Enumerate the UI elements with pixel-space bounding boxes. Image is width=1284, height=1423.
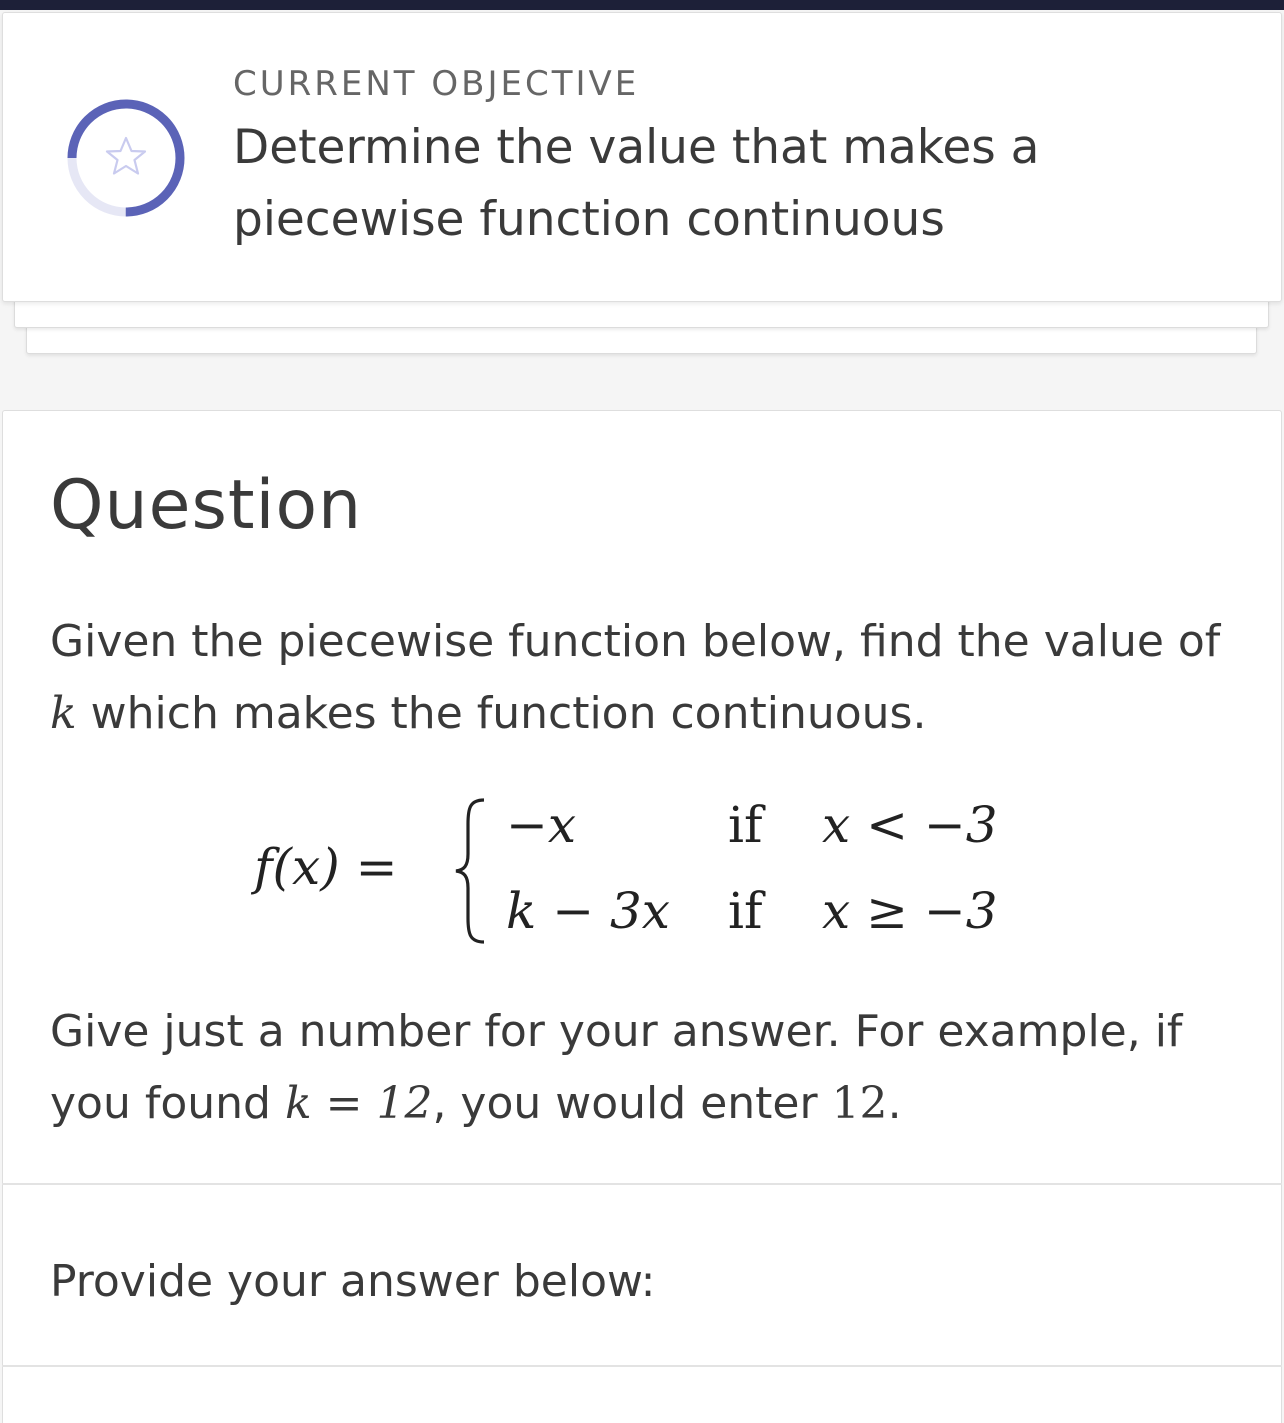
top-nav-bar: [0, 0, 1284, 10]
instruction-line-2: you found: [50, 1078, 271, 1129]
question-intro: [50, 606, 1250, 750]
objective-title: Determine the value that makes a piecewise function continuous: [233, 120, 1040, 247]
formula-lhs: f(x) =: [254, 838, 398, 896]
instruction-line-1: Give just a number for your answer. For example, if: [50, 1006, 1183, 1057]
instruction-end: .: [887, 1078, 902, 1129]
objective-progress-ring: [64, 96, 188, 220]
left-brace: [450, 796, 490, 946]
instruction-equation: k = 12: [284, 1078, 433, 1129]
case2-if: if: [728, 882, 763, 940]
question-intro-text: Given the piecewise function below, find the value of: [50, 616, 1221, 667]
case2-condition: x ≥ −3: [822, 882, 998, 940]
answer-prompt: Provide your answer below:: [50, 1256, 656, 1307]
variable-k: k: [50, 688, 77, 739]
star-icon: [107, 138, 145, 174]
case1-if: if: [728, 796, 763, 854]
section-divider-2: [2, 1365, 1282, 1367]
instruction-line-3: , you would enter: [432, 1078, 818, 1129]
case1-condition: x < −3: [822, 796, 998, 854]
question-instruction: [50, 996, 1250, 1140]
instruction-number: 12: [831, 1078, 888, 1129]
case2-expression: k − 3x: [506, 882, 670, 940]
section-divider: [2, 1183, 1282, 1185]
question-heading: Question: [50, 466, 363, 545]
case1-expression: −x: [506, 796, 577, 854]
piecewise-formula: [250, 790, 1050, 950]
question-intro-text-2: which makes the function continuous.: [90, 688, 927, 739]
objective-label: CURRENT OBJECTIVE: [233, 64, 640, 104]
